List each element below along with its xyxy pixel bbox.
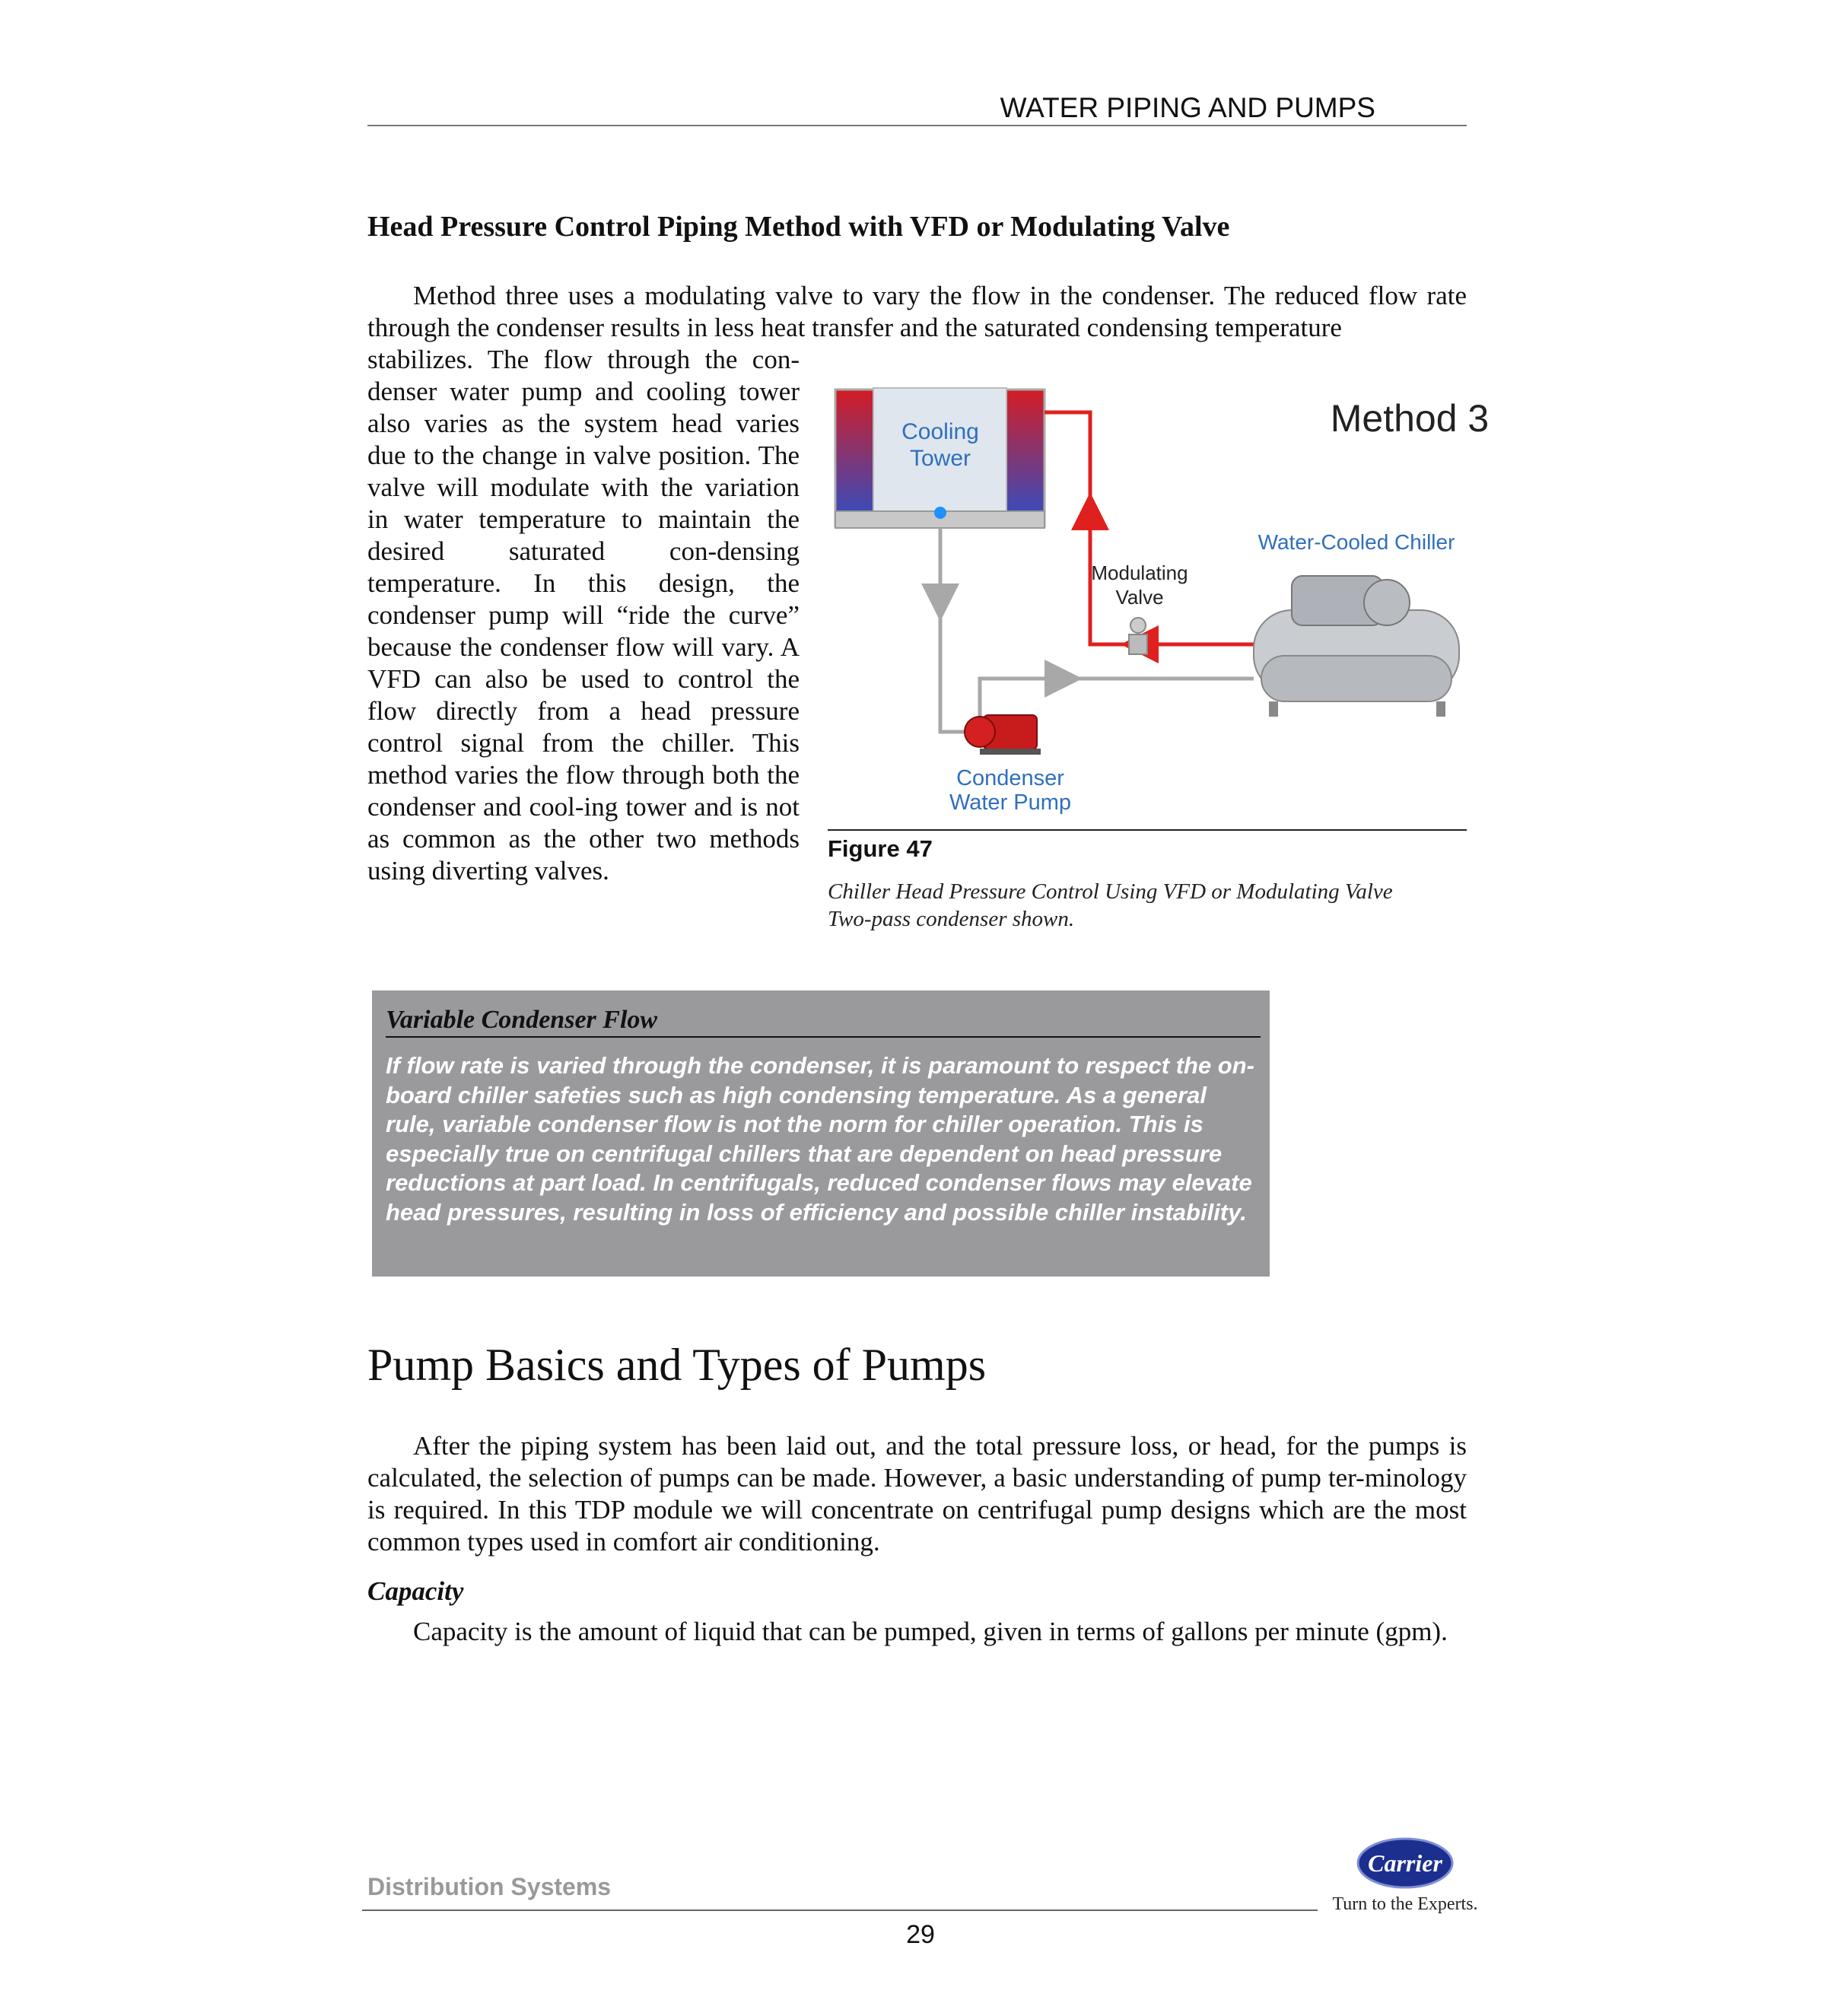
pump-label-2: Water Pump	[949, 790, 1072, 815]
method-3-diagram	[828, 374, 1490, 816]
condenser-water-pump	[949, 715, 1071, 815]
pump-basics-heading: Pump Basics and Types of Pumps	[367, 1340, 987, 1390]
callout-title: Variable Condenser Flow	[386, 1006, 1261, 1038]
running-header-title: WATER PIPING AND PUMPS	[1000, 92, 1375, 123]
logo-text: Carrier	[1368, 1849, 1442, 1877]
left-column-text: stabilizes. The flow through the con-denser water pump and cooling tower also varies as the system head varies due to the change in valve position. The valve will modulate with the variation in water temperature to maintain the desired saturated con-densing temperature. In this design, the condenser pump will “ride the curve” because the condenser flow will vary. A VFD can also be used to control the flow directly from a head pressure control signal from the chiller. This method varies the flow through both the condenser and cool-ing tower and is not as common as the other two methods using diverting valves.	[367, 345, 800, 886]
figure-caption	[828, 878, 1467, 933]
capacity-paragraph: Capacity is the amount of liquid that can be pumped, given in terms of gallons per minute (gpm).	[413, 1617, 1448, 1646]
valve-label-1: Modulating	[1091, 561, 1188, 584]
modulating-valve	[1091, 561, 1188, 654]
footer-rule	[362, 1909, 1318, 1911]
condenser-return-pipe	[1045, 412, 1254, 644]
carrier-logo	[1318, 1829, 1493, 1920]
figure-caption-line-1: Chiller Head Pressure Control Using VFD or Modulating Valve	[828, 879, 1393, 904]
page-number: 29	[906, 1920, 935, 1949]
running-header	[367, 90, 1467, 126]
cooling-tower-label-1: Cooling	[901, 419, 979, 444]
condenser-supply-pipe	[940, 528, 1254, 732]
figure-number: Figure 47	[828, 835, 933, 862]
callout-box	[372, 991, 1270, 1277]
capacity-heading: Capacity	[367, 1576, 464, 1606]
chiller-label: Water-Cooled Chiller	[1258, 530, 1455, 554]
footer-section-name: Distribution Systems	[367, 1873, 612, 1900]
figure-rule	[828, 829, 1467, 831]
figure-title: Method 3	[1330, 397, 1490, 440]
logo-tagline: Turn to the Experts.	[1332, 1894, 1478, 1914]
valve-label-2: Valve	[1115, 586, 1164, 609]
section-heading: Head Pressure Control Piping Method with VFD or Modulating Valve	[367, 211, 1230, 243]
pump-label-1: Condenser	[956, 766, 1064, 790]
cooling-tower-label-2: Tower	[909, 446, 971, 471]
cooling-tower	[835, 388, 1045, 528]
intro-paragraph: Method three uses a modulating valve to vary the flow in the condenser. The reduced flow rate through the condenser results in less heat transfer and the saturated condensing temperature	[367, 281, 1467, 342]
pump-basics-paragraph: After the piping system has been laid out, and the total pressure loss, or head, for the pumps is calculated, the selection of pumps can be made. However, a basic understanding of pump ter-minology is required. In this TDP module we will concentrate on centrifugal pump designs which are the most common types used in comfort air conditioning.	[367, 1431, 1467, 1557]
water-cooled-chiller	[1254, 576, 1459, 717]
figure-caption-line-2: Two-pass condenser shown.	[828, 907, 1075, 931]
callout-body: If flow rate is varied through the condenser, it is paramount to respect the on-board chiller safeties such as high condensing temperature. As a general rule, variable condenser flow is not the norm for chiller operation. This is especially true on centrifugal chillers that are dependent on head pressure reductions at part load. In centrifugals, reduced condenser flows may elevate head pressures, resulting in loss of efficiency and possible chiller instability.	[386, 1052, 1255, 1226]
